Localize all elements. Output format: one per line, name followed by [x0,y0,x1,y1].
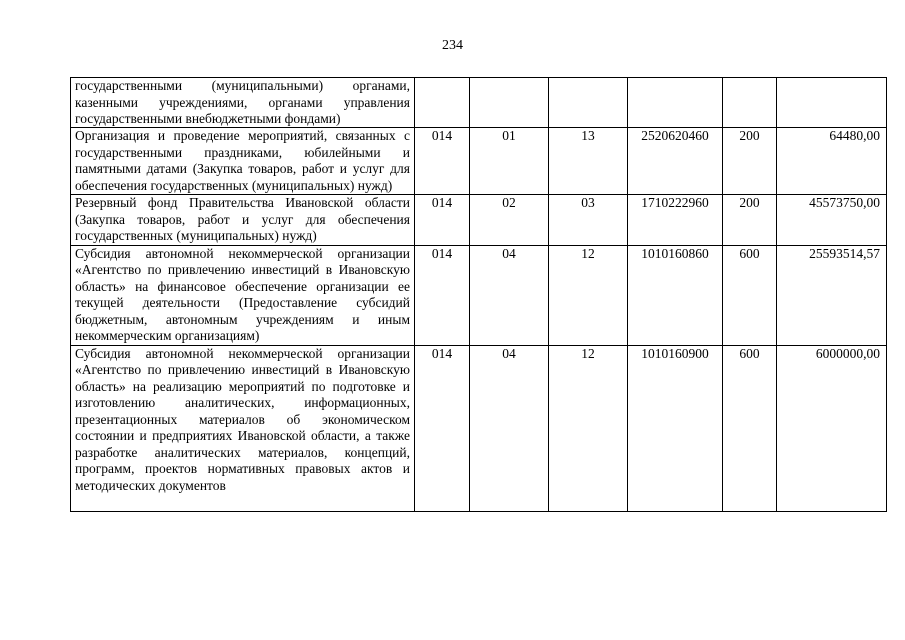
table-row [71,245,887,345]
section-code: 04 [470,245,549,345]
section-code [470,78,549,128]
target-article-code: 1010160900 [628,345,723,511]
ministry-code: 014 [415,195,470,246]
page-number: 234 [442,38,463,53]
expense-type-code: 600 [723,345,777,511]
amount [777,78,887,128]
table-row [71,128,887,195]
ministry-code: 014 [415,245,470,345]
subsection-code: 03 [549,195,628,246]
section-code: 04 [470,345,549,511]
target-article-code: 2520620460 [628,128,723,195]
table-row [71,195,887,246]
section-code: 02 [470,195,549,246]
row-description [71,78,415,128]
subsection-code: 12 [549,345,628,511]
amount: 6000000,00 [777,345,887,511]
ministry-code [415,78,470,128]
target-article-code: 1010160860 [628,245,723,345]
expense-type-code [723,78,777,128]
subsection-code: 13 [549,128,628,195]
table-row [71,78,887,128]
amount: 25593514,57 [777,245,887,345]
amount: 64480,00 [777,128,887,195]
budget-table [70,77,887,512]
target-article-code: 1710222960 [628,195,723,246]
section-code: 01 [470,128,549,195]
table-row [71,345,887,511]
ministry-code: 014 [415,128,470,195]
row-description: Организация и проведение мероприятий, связанных с государственными праздниками, юбилейными и памятными датами (Закупка товаров, работ и услуг для обеспечения государственных (муниципальных) нужд) [71,128,415,195]
expense-type-code: 600 [723,245,777,345]
expense-type-code: 200 [723,195,777,246]
row-description: Субсидия автономной некоммерческой организации «Агентство по привлечению инвестиций в Ивановскую область» на финансовое обеспечение организации ее текущей деятельности (Предоставление субсидий бюджетным, автономным учреждениям и иным некоммерческим организациям) [71,245,415,345]
row-description-text: государственными (муниципальными) органами, казенными учреждениями, органами управления государственными внебюджетными фондами) [75,78,410,126]
subsection-code: 12 [549,245,628,345]
expense-type-code: 200 [723,128,777,195]
target-article-code [628,78,723,128]
amount: 45573750,00 [777,195,887,246]
subsection-code [549,78,628,128]
ministry-code: 014 [415,345,470,511]
row-description-text: Субсидия автономной некоммерческой организации «Агентство по привлечению инвестиций в Ивановскую область» на реализацию мероприятий по подготовке и изготовлению аналитических, информационных, презентационных материалов об экономическом состоянии и предприятиях Ивановской области, а также разработке аналитических материалов, концепций, программ, проектов нормативных правовых актов и методических документов [75,345,410,493]
row-description: Резервный фонд Правительства Ивановской области (Закупка товаров, работ и услуг для обеспечения государственных (муниципальных) нужд) [71,195,415,246]
row-description [71,345,415,511]
